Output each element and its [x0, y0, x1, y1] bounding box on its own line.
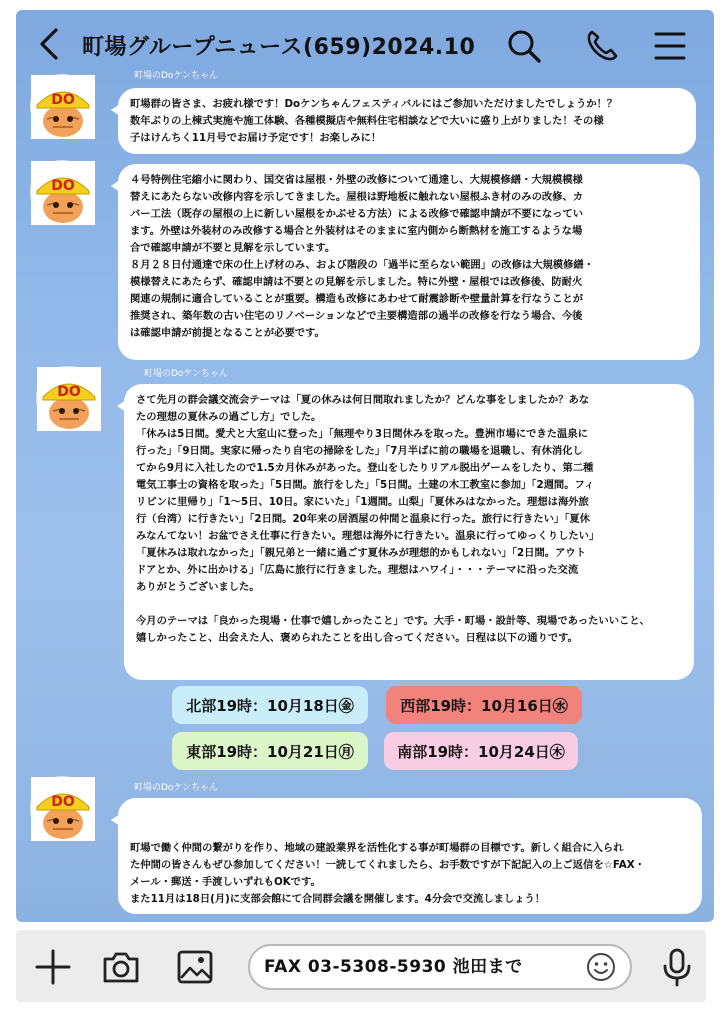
avatar[interactable] [30, 776, 94, 840]
sender-name: 町場のDoケンちゃん [134, 783, 218, 793]
microphone-icon[interactable] [656, 946, 698, 988]
message-bubble: ４号特例住宅縮小に関わり、国交省は屋根・外壁の改修について通達し、大規模修繕・大規模模様 替えにあたらない改修内容を示してきました。屋根は野地板に触れない屋根ふき材のみの改修、カ バー工法（既存の屋根の上に新しい屋根をかぶせる方法）による改修で確認申請が不要になってい ます。外壁は外装材のみ改修する場合と外装材はそのままに室内側から断熱材を施工するような場 合で確認申請が不要と見解を示しています。 ８月２８日付通達で床の仕上げ材のみ、および階段の「過半に至らない範囲」の改修は大規模修繕・ 模様替えにあたらず、確認申請は不要との見解を示しました。特に外壁・屋根では改修後、防耐火 関連の規制に適合していることが重要。構造も改修にあわせて耐震診断や壁量計算を行なうことが 推奨され、築年数の古い住宅のリノベーションなどで主要構造部の過半の改修を行なう場合、今後 は確認申請が前提となることが必要です。 [118, 164, 700, 360]
schedule-north: 北部19時：10月18日㊎ [172, 686, 368, 724]
avatar-logo-text: DO [51, 178, 75, 194]
avatar-logo-text: DO [51, 92, 75, 108]
message-bubble [118, 798, 702, 914]
message-text: 町場で働く仲間の繋がりを作り、地域の建設業界を活性化する事が町場群の目標です。新しく組合に入られ た仲間の皆さんもぜひ参加してください！一読してくれましたら、お手数ですが下記記入の上ご返信を☆FAX・ メール・郵送・手渡しいずれもOKです。 また11月は18日(月)に支部会館にて合同群会議を開催します。4分会で交流しましょう！ [130, 842, 645, 905]
chat-title: 町場グループニュース(659)2024.10 [82, 35, 476, 60]
chat-screen [16, 10, 714, 922]
chat-header [16, 10, 714, 78]
search-icon[interactable] [504, 26, 544, 66]
message-bubble: 町場群の皆さま、お疲れ様です！Doケンちゃんフェスティバルにはご参加いただけましたでしょうか！？ 数年ぶりの上棟式実施や施工体験、各種模擬店や無料住宅相談などで大いに盛り上がりました！その様 子はけんちく11月号でお届け予定です！お楽しみに！ [118, 88, 696, 154]
phone-icon[interactable] [582, 26, 622, 66]
camera-icon[interactable] [100, 946, 142, 988]
sender-name: 町場のDoケンちゃん [144, 369, 228, 379]
sender-name: 町場のDoケンちゃん [134, 71, 218, 81]
avatar-logo-text: DO [51, 794, 75, 810]
back-chevron-icon[interactable] [30, 24, 70, 64]
avatar-logo-text: DO [57, 384, 81, 400]
message-composer-bar [16, 930, 706, 1002]
message-input[interactable] [248, 944, 632, 990]
image-icon[interactable] [174, 946, 216, 988]
message-input-value: FAX 03-5308-5930 池田まで [264, 957, 523, 977]
schedule-west: 西部19時：10月16日㊌ [386, 686, 582, 724]
schedule-east: 東部19時：10月21日㊊ [172, 732, 368, 770]
message-bubble: さて先月の群会議交流会テーマは「夏の休みは何日間取れましたか？どんな事をしましたか？あな たの理想の夏休みの過ごし方」でした。 「休みは5日間。愛犬と大室山に登った」「無理やり3日間休みを取った。豊洲市場にできた温泉に 行った」「9日間。実家に帰ったり自宅の掃除をした」「7月半ばに前の職場を退職し、有休消化し てから9月に入社したので1.5カ月休みがあった。登山をしたりリアル脱出ゲームをしたり、第二種 電気工事士の資格を取った」「5日間。旅行をした」「5日間。土建の木工教室に参加」「2週間。フィ リピンに里帰り」「1～5日、10日。家にいた」「1週間。山梨」「夏休みはなかった。理想は海外旅 行（台湾）に行きたい」「2日間。20年来の居酒屋の仲間と温泉に行った。旅行に行きたい」「夏休 みなんてない！お盆でさえ仕事に行きたい。理想は海外に行きたい。温泉に行ってゆっくりしたい」 「夏休みは取れなかった」「親兄弟と一緒に過ごす夏休みが理想的かもしれない」「2日間。アウト ドアとか、外に出かける」「広島に旅行に行きました。理想はハワイ」・・・テーマに沿った交流 ありがとうございました。 今月のテーマは「良かった現場・仕事で嬉しかったこと」です。大手・町場・設計等、現場であったいいこと、 嬉しかったこと、出会えた人、褒められたことを出し合ってください。日程は以下の通りです。 [124, 384, 694, 680]
schedule-south: 南部19時：10月24日㊍ [384, 732, 578, 770]
avatar[interactable] [30, 74, 94, 138]
hamburger-menu-icon[interactable] [650, 26, 690, 66]
avatar[interactable] [30, 160, 94, 224]
plus-icon[interactable] [32, 946, 74, 988]
smiley-icon[interactable] [586, 952, 616, 982]
avatar[interactable] [36, 366, 100, 430]
